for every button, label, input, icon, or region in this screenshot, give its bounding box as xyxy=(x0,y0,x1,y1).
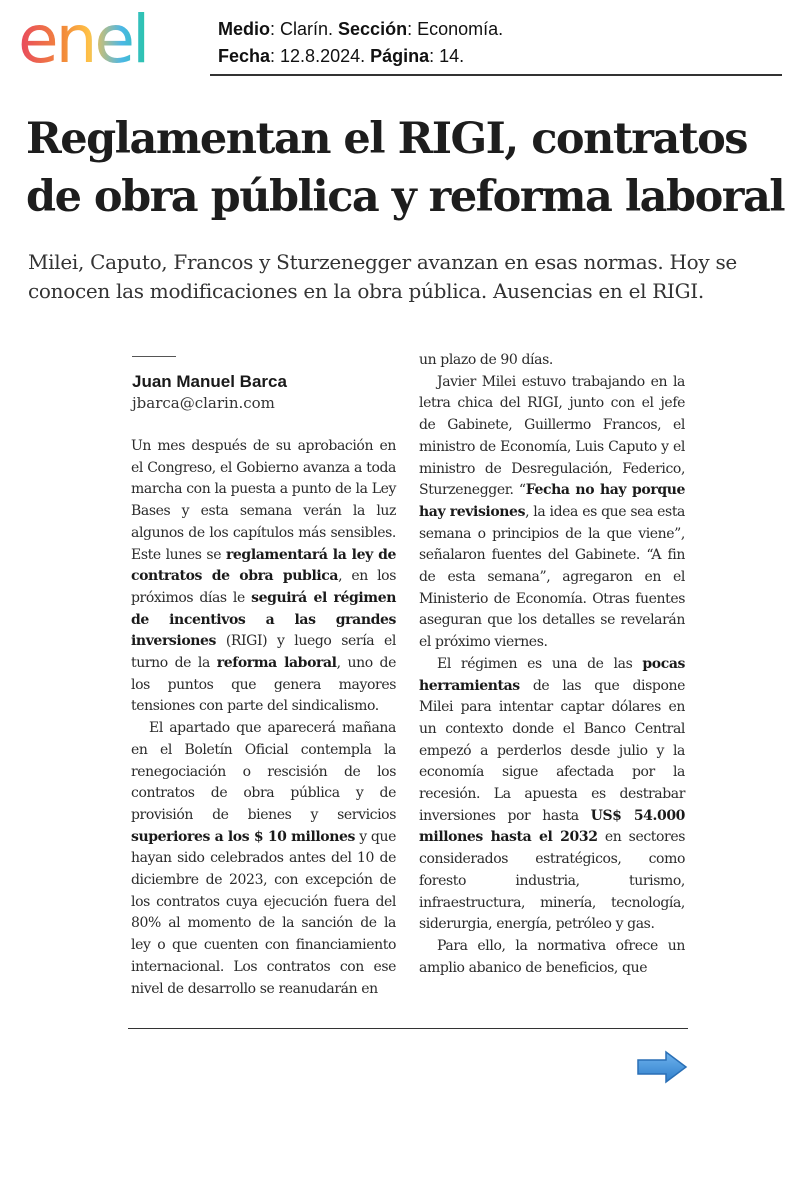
article-headline: Reglamentan el RIGI, contratos de obra pública y reforma laboral xyxy=(26,114,785,222)
paragraph: El apartado que aparecerá mañana en el Boletín Oficial contempla la renegociación o rescisión de los contratos de obra pública y de provisión de bienes y servicios superiores a los $ 10 millones y que hayan sido celebrados antes del 10 de diciembre de 2023, con excepción de los contratos cuya ejecución fuera del 80% al momento de la sanción de la ley o que cuenten con financiamiento internacional. Los contratos con ese nivel de desarrollo se reanudarán en xyxy=(131,720,396,997)
article-column-2 xyxy=(419,350,685,979)
press-clipping-metadata xyxy=(218,16,503,70)
paragraph: un plazo de 90 días. xyxy=(419,352,553,368)
medio-value: : Clarín. xyxy=(270,19,339,39)
pagina-value: : 14. xyxy=(429,46,465,66)
paragraph: Para ello, la normativa ofrece un amplio abanico de beneficios, que xyxy=(419,937,685,976)
fecha-label: Fecha xyxy=(218,46,271,66)
metadata-line-1 xyxy=(218,16,503,43)
paragraph: El régimen es una de las pocas herramientas de las que dispone Milei para intentar captar dólares en un contexto donde el Banco Central empezó a perderlos desde julio y la economía sigue afectada por la recesión. La apuesta es destrabar inversiones por hasta US$ 54.000 millones hasta el 2032 en sectores considerados estratégicos, como foresto industria, turismo, infraestructura, minería, tecnología, siderurgia, energía, petróleo y gas. xyxy=(419,655,685,933)
metadata-line-2 xyxy=(218,43,503,70)
logo-text: enel xyxy=(18,8,148,72)
fecha-value: : 12.8.2024. xyxy=(270,46,371,66)
header-divider xyxy=(210,74,782,76)
paragraph: Javier Milei estuvo trabajando en la letra chica del RIGI, junto con el jefe de Gabinete, Guillermo Francos, el ministro de Economía, Luis Caputo y el ministro de Desregulación, Federico, Sturzenegger. “Fecha no hay porque hay revisiones, la idea es que sea esta semana o principios de la que viene”, señalaron fuentes del Gabinete. “A fin de esta semana”, agregaron en el Ministerio de Economía. Otras fuentes aseguran que los detalles se revelarán el próximo viernes. xyxy=(419,373,685,651)
medio-label: Medio xyxy=(218,19,270,39)
seccion-label: Sección xyxy=(338,19,408,39)
article-bottom-divider xyxy=(128,1028,688,1029)
byline-divider xyxy=(132,356,176,357)
author-name: Juan Manuel Barca xyxy=(132,372,287,391)
seccion-value: : Economía. xyxy=(407,19,504,39)
right-arrow-icon[interactable] xyxy=(636,1050,688,1084)
author-email: jbarca@clarin.com xyxy=(132,394,275,412)
pagina-label: Página xyxy=(370,46,430,66)
article-column-1 xyxy=(131,436,396,1000)
enel-logo xyxy=(18,8,190,72)
article-subhead: Milei, Caputo, Francos y Sturzenegger avanzan en esas normas. Hoy se conocen las modificaciones en la obra pública. Ausencias en el RIGI. xyxy=(28,250,737,303)
paragraph: Un mes después de su aprobación en el Congreso, el Gobierno avanza a toda marcha con la puesta a punto de la Ley Bases y esta semana verán la luz algunos de los capítulos más sensibles. Este lunes se reglamentará la ley de contratos de obra publica, en los próximos días le seguirá el régimen de incentivos a las grandes inversiones (RIGI) y luego sería el turno de la reforma laboral, uno de los puntos que genera mayores tensiones con parte del sindicalismo. xyxy=(131,438,396,715)
